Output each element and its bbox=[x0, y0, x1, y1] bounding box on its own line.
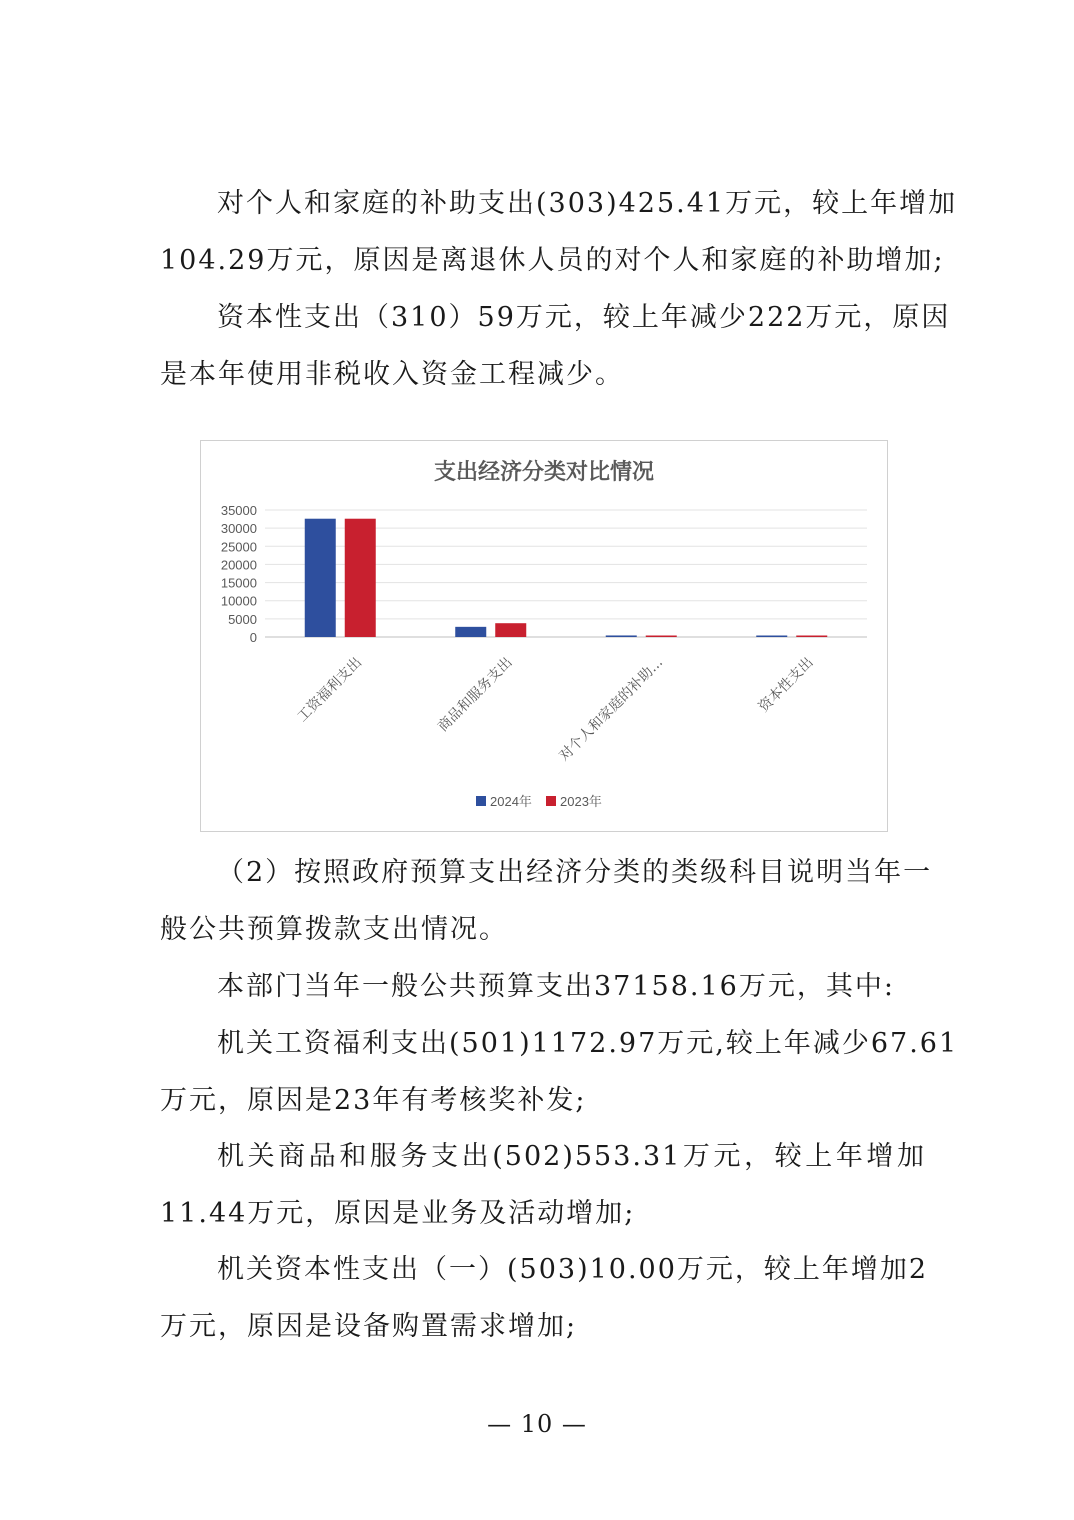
chart-title: 支出经济分类对比情况 bbox=[433, 459, 655, 484]
legend-swatch bbox=[546, 796, 556, 806]
y-tick-label: 20000 bbox=[220, 557, 257, 573]
text-line: 机关资本性支出（一）(503)10.00万元，较上年增加2 bbox=[217, 1254, 929, 1285]
bar-series2 bbox=[646, 636, 677, 638]
paragraph-capital-expenditure bbox=[160, 289, 951, 403]
chart-legend bbox=[476, 794, 602, 809]
text-line: 般公共预算拨款支出情况。 bbox=[160, 914, 508, 945]
text-line: 资本性支出（310）59万元，较上年减少222万元，原因 bbox=[217, 302, 951, 333]
y-tick-label: 5000 bbox=[228, 611, 257, 627]
y-tick-label: 35000 bbox=[220, 503, 257, 518]
bar-series2 bbox=[495, 623, 526, 637]
text-line: 机关工资福利支出(501)1172.97万元,较上年减少67.61 bbox=[217, 1028, 959, 1059]
y-tick-label: 0 bbox=[249, 630, 257, 645]
legend-label: 2024年 bbox=[490, 794, 532, 809]
y-tick-label: 25000 bbox=[220, 539, 257, 555]
x-tick-label: 对个人和家庭的补助... bbox=[556, 654, 667, 765]
chart-canvas bbox=[201, 441, 887, 831]
paragraph-personal-family-subsidy bbox=[160, 175, 958, 289]
expenditure-comparison-chart bbox=[200, 440, 888, 832]
legend-label: 2023年 bbox=[560, 794, 602, 809]
y-tick-label: 30000 bbox=[220, 521, 257, 537]
text-line: 104.29万元，原因是离退休人员的对个人和家庭的补助增加; bbox=[160, 245, 945, 276]
x-tick-label: 工资福利支出 bbox=[294, 654, 366, 726]
paragraph-agency-capital bbox=[160, 1241, 929, 1355]
paragraph-agency-goods-services bbox=[160, 1128, 926, 1242]
x-tick-label: 资本性支出 bbox=[755, 654, 817, 716]
paragraph-total-expenditure bbox=[160, 958, 926, 1015]
bar-series1 bbox=[756, 636, 787, 638]
text-line: （2）按照政府预算支出经济分类的类级科目说明当年一 bbox=[217, 857, 933, 888]
paragraph-agency-salary-welfare bbox=[160, 1015, 959, 1129]
chart-x-axis bbox=[294, 654, 817, 765]
text-line: 11.44万元，原因是业务及活动增加; bbox=[160, 1198, 636, 1229]
text-line: 是本年使用非税收入资金工程减少。 bbox=[160, 359, 624, 390]
paragraph-economic-classification-intro bbox=[160, 844, 933, 958]
text-line: 万元，原因是设备购置需求增加; bbox=[160, 1311, 578, 1342]
bar-series1 bbox=[606, 635, 637, 637]
page-number: — 10 — bbox=[487, 1410, 587, 1438]
text-line: 本部门当年一般公共预算支出37158.16万元，其中: bbox=[217, 971, 895, 1002]
bar-series2 bbox=[796, 636, 827, 638]
text-line: 对个人和家庭的补助支出(303)425.41万元，较上年增加 bbox=[217, 188, 958, 219]
legend-swatch bbox=[476, 796, 486, 806]
x-tick-label: 商品和服务支出 bbox=[434, 654, 516, 736]
text-line: 万元，原因是23年有考核奖补发; bbox=[160, 1085, 587, 1116]
bar-series1 bbox=[455, 627, 486, 637]
bar-series1 bbox=[305, 519, 336, 637]
chart-y-axis bbox=[221, 503, 257, 645]
text-line: 机关商品和服务支出(502)553.31万元，较上年增加 bbox=[217, 1141, 926, 1172]
y-tick-label: 15000 bbox=[220, 575, 257, 591]
bar-series2 bbox=[345, 519, 376, 637]
y-tick-label: 10000 bbox=[220, 593, 257, 609]
